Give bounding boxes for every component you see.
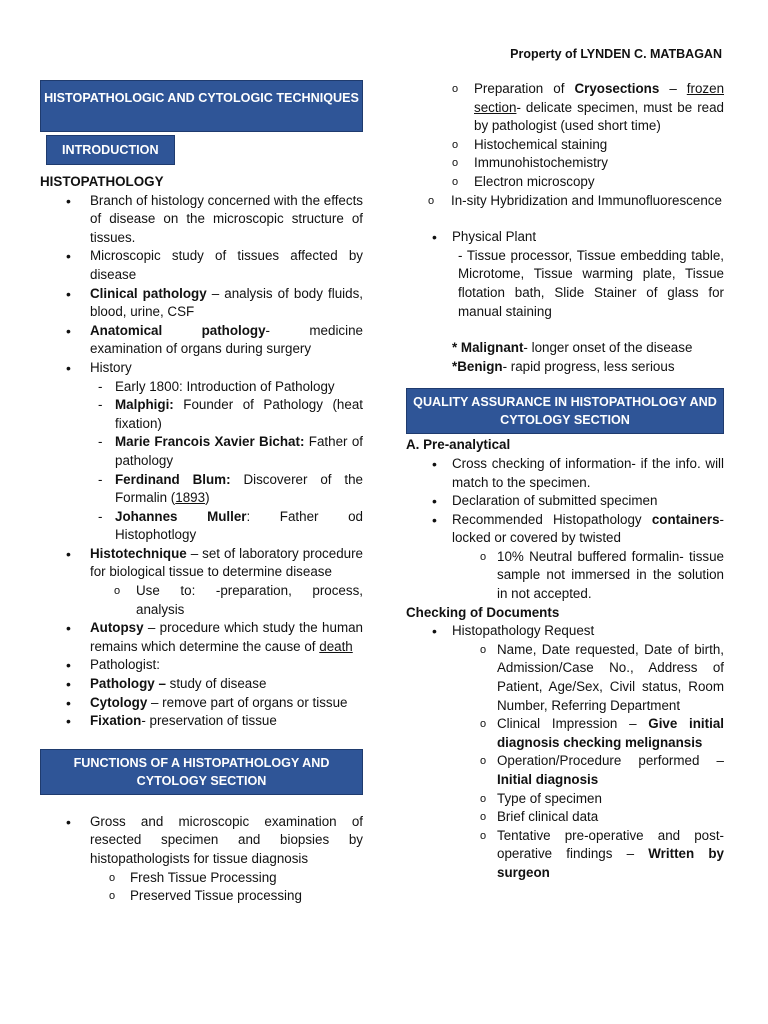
sub-item: o Use to: -preparation, process, analysis xyxy=(40,582,363,619)
text: Preparation of xyxy=(474,81,575,96)
text: - delicate specimen, must be read by pathologist (used short time) xyxy=(474,99,724,134)
sub-item xyxy=(406,752,724,789)
definition: : Father od Histophotlogy xyxy=(115,508,363,543)
term: Initial diagnosis xyxy=(497,772,599,787)
history-item xyxy=(40,508,363,545)
list-item: • Microscopic study of tissues affected by disease xyxy=(40,247,363,284)
history-item xyxy=(40,471,363,508)
definition: Discoverer of the Formalin ( xyxy=(115,471,364,506)
physical-plant-detail: - Tissue processor, Tissue embedding table, Microtome, Tissue warming plate, Tissue flotation bath, Slide Stainer of glass for manual staining xyxy=(458,247,724,319)
physical-plant-list xyxy=(406,228,724,321)
list-item: • Pathologist: xyxy=(40,656,363,675)
definition: - longer onset of the disease xyxy=(523,340,693,356)
text: Clinical Impression – xyxy=(497,716,649,732)
sub-item: o Preserved Tissue processing xyxy=(40,887,363,906)
term: Autopsy xyxy=(90,620,144,636)
sub-item: o Immunohistochemistry xyxy=(406,154,724,173)
definition: Father of pathology xyxy=(115,434,364,468)
list-item xyxy=(406,511,724,548)
paren: ) xyxy=(205,490,210,506)
term: Clinical pathology xyxy=(90,285,207,301)
term: Cryosections xyxy=(574,81,660,96)
history-item xyxy=(40,396,363,433)
term: Give initial diagnosis checking melignansis xyxy=(497,716,725,750)
sub-item: o Type of specimen xyxy=(406,790,724,809)
functions-list xyxy=(40,813,363,906)
term: Pathology – xyxy=(90,676,166,692)
list-item xyxy=(40,694,363,713)
sub-item: o In-sity Hybridization and Immunofluorescence xyxy=(406,192,724,211)
term: Anatomical pathology xyxy=(90,322,266,338)
definition: – remove part of organs or tissue xyxy=(147,694,348,710)
term: * Malignant xyxy=(452,340,524,356)
definition: – procedure which study the human remains which determine the cause of xyxy=(90,620,363,654)
left-column xyxy=(40,80,363,906)
list-item: • Gross and microscopic examination of resected specimen and biopsies by histopathologists for tissue diagnosis xyxy=(40,813,363,869)
year-link[interactable]: 1893 xyxy=(175,490,206,506)
death-link[interactable]: death xyxy=(319,638,353,654)
documents-heading: Checking of Documents xyxy=(406,604,560,620)
term: containers xyxy=(651,511,720,527)
sub-item xyxy=(406,715,724,752)
functions-continued-list xyxy=(406,80,724,210)
documents-list xyxy=(406,622,724,882)
text: – xyxy=(659,81,687,96)
document-title: HISTOPATHOLOGIC AND CYTOLOGIC TECHNIQUES xyxy=(40,80,363,132)
history-item xyxy=(40,433,363,470)
frozen-section-link[interactable]: frozen section xyxy=(474,81,725,115)
quality-assurance-banner: QUALITY ASSURANCE IN HISTOPATHOLOGY AND CYTOLOGY SECTION xyxy=(406,388,724,434)
functions-banner: FUNCTIONS OF A HISTOPATHOLOGY AND CYTOLOGY SECTION xyxy=(40,749,363,795)
pre-analytical-list xyxy=(406,455,724,604)
sub-item: o Brief clinical data xyxy=(406,808,724,827)
list-item: • Cross checking of information- if the info. will match to the specimen. xyxy=(406,455,724,492)
list-item: • Declaration of submitted specimen xyxy=(406,492,724,511)
benign-note xyxy=(406,358,724,377)
pre-analytical-heading: A. Pre-analytical xyxy=(406,437,511,453)
sub-item: o Histochemical staining xyxy=(406,136,724,155)
term: Ferdinand Blum: xyxy=(115,471,231,487)
list-item: • Histopathology Request xyxy=(406,622,724,641)
term: *Benign xyxy=(452,358,503,374)
term: Histotechnique xyxy=(90,545,187,561)
list-item xyxy=(40,675,363,694)
sub-item xyxy=(406,80,724,136)
list-item: • History xyxy=(40,359,363,378)
definition: - medicine examination of organs during surgery xyxy=(90,322,363,357)
history-item: - Early 1800: Introduction of Pathology xyxy=(40,378,363,397)
sub-item: o Electron microscopy xyxy=(406,173,724,192)
term: Johannes Muller xyxy=(115,508,247,524)
right-column xyxy=(406,80,724,883)
list-item xyxy=(40,322,363,359)
text: Tentative pre-operative and post-operative findings – xyxy=(497,827,724,862)
list-item xyxy=(40,619,363,656)
definition: - preservation of tissue xyxy=(141,713,277,729)
text: Recommended Histopathology xyxy=(452,511,652,527)
introduction-label: INTRODUCTION xyxy=(46,135,175,165)
sub-item: o Fresh Tissue Processing xyxy=(40,869,363,888)
sub-item: o Name, Date requested, Date of birth, Admission/Case No., Address of Patient, Age/Sex, Civil status, Room Number, Referring Department xyxy=(406,641,724,715)
histopathology-heading: HISTOPATHOLOGY xyxy=(40,174,164,189)
text: Operation/Procedure performed – xyxy=(497,753,724,769)
sub-item xyxy=(406,827,724,883)
definition: – analysis of body fluids, blood, urine, CSF xyxy=(90,285,363,320)
definition: - rapid progress, less serious xyxy=(502,358,675,374)
list-item xyxy=(40,712,363,731)
list-item xyxy=(40,545,363,582)
owner-header: Property of LYNDEN C. MATBAGAN xyxy=(510,47,722,61)
definition: – set of laboratory procedure for biological tissue to determine disease xyxy=(90,545,363,580)
sub-item: o 10% Neutral buffered formalin- tissue sample not immersed in the solution in not accepted. xyxy=(406,548,724,604)
malignant-note xyxy=(406,339,724,358)
term: Written by surgeon xyxy=(497,846,724,880)
term: Malphigi: xyxy=(115,397,174,413)
term: Cytology xyxy=(90,694,148,710)
list-item: • Branch of histology concerned with the effects of disease on the microscopic structure of tissues. xyxy=(40,192,363,248)
definition: Founder of Pathology (heat fixation) xyxy=(115,397,363,431)
text: - locked or covered by twisted xyxy=(452,511,724,546)
term: Marie Francois Xavier Bichat: xyxy=(115,434,305,450)
list-item xyxy=(40,285,363,322)
definition: study of disease xyxy=(165,676,267,692)
term: Fixation xyxy=(90,713,142,729)
list-item: • Physical Plant xyxy=(406,228,724,247)
histopathology-list xyxy=(40,192,363,731)
